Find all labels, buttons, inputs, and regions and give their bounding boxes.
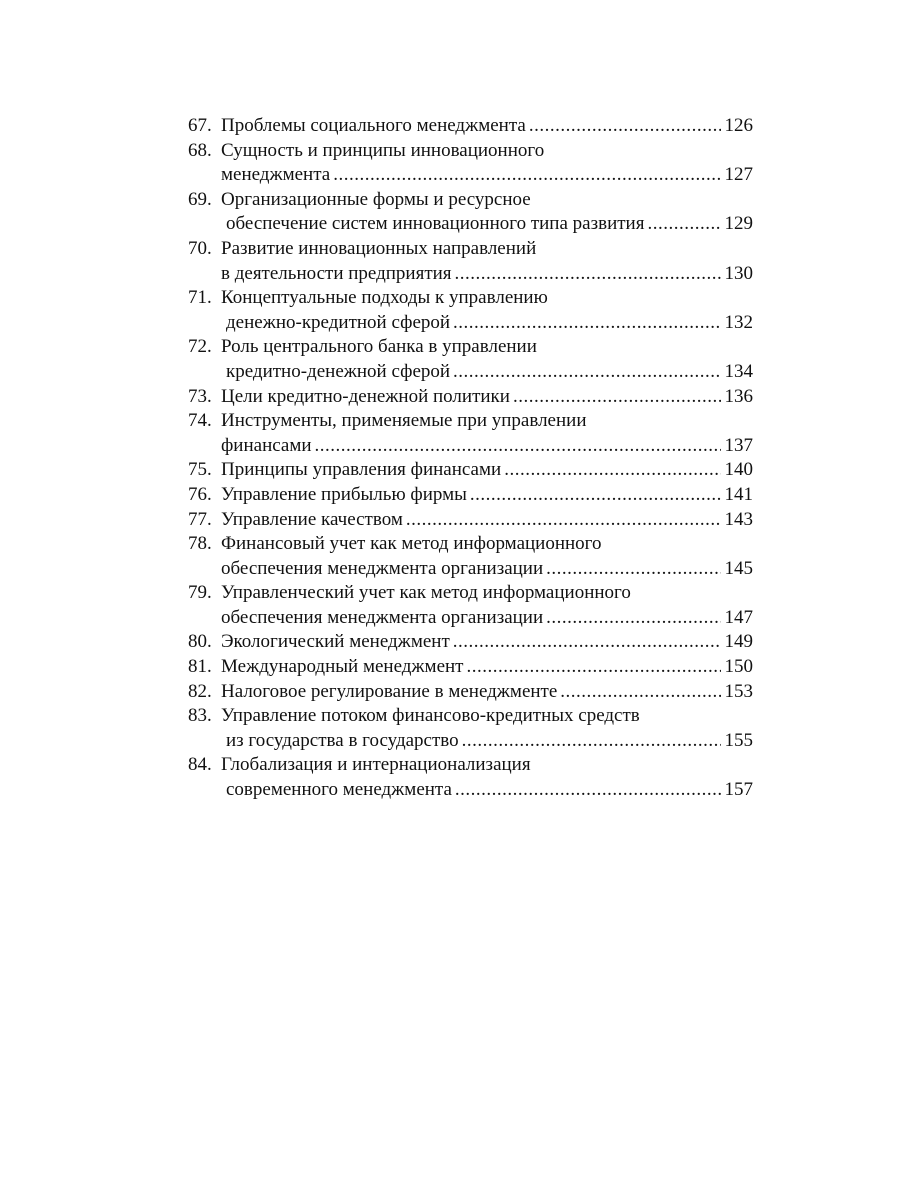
toc-entry[interactable]: [188, 286, 753, 335]
dot-leader: [406, 508, 721, 533]
toc-page-number: 157: [724, 779, 753, 801]
toc-entry-number: 71.: [188, 287, 212, 309]
toc-line: [188, 704, 753, 729]
toc-line: [188, 557, 753, 582]
toc-line: [188, 311, 753, 336]
toc-page-number: 143: [724, 508, 753, 530]
toc-line: [188, 237, 753, 262]
toc-entry-title: Сущность и принципы инновационного: [221, 139, 545, 161]
toc-entry[interactable]: [188, 704, 753, 753]
toc-page-number: 150: [724, 656, 753, 678]
toc-entry-title: Управленческий учет как метод информационного: [221, 582, 631, 604]
toc-line: [188, 385, 753, 410]
table-of-contents: [188, 114, 753, 803]
toc-entry[interactable]: [188, 139, 753, 188]
toc-page-number: 140: [724, 459, 753, 481]
toc-line: [188, 188, 753, 213]
toc-entry-number: 68.: [188, 139, 212, 161]
toc-entry-title: менеджмента: [221, 164, 331, 186]
dot-leader: [455, 262, 721, 287]
toc-entry-title: обеспечение систем инновационного типа развития: [226, 213, 645, 235]
toc-line: [188, 335, 753, 360]
toc-entry[interactable]: [188, 753, 753, 802]
toc-entry-number: 78.: [188, 533, 212, 555]
toc-entry-title: кредитно-денежной сферой: [226, 360, 451, 382]
toc-page-number: 130: [724, 262, 753, 284]
toc-page-number: 132: [724, 311, 753, 333]
toc-line: [188, 139, 753, 164]
toc-entry[interactable]: [188, 385, 753, 410]
toc-entry-title: Цели кредитно-денежной политики: [221, 385, 510, 407]
dot-leader: [453, 630, 721, 655]
toc-entry[interactable]: [188, 508, 753, 533]
toc-entry-title: Проблемы социального менеджмента: [221, 115, 526, 136]
dot-leader: [462, 729, 721, 754]
toc-line: [188, 606, 753, 631]
toc-page-number: 134: [724, 360, 753, 382]
toc-entry-title: Роль центрального банка в управлении: [221, 336, 537, 358]
toc-line: [188, 581, 753, 606]
toc-entry[interactable]: [188, 655, 753, 680]
dot-leader: [453, 360, 720, 385]
dot-leader: [513, 385, 721, 410]
toc-line: [188, 212, 753, 237]
toc-entry[interactable]: [188, 458, 753, 483]
toc-entry[interactable]: [188, 532, 753, 581]
toc-entry[interactable]: [188, 483, 753, 508]
toc-entry-number: 79.: [188, 582, 212, 604]
toc-entry-title: денежно-кредитной сферой: [226, 311, 451, 333]
toc-line: [188, 532, 753, 557]
toc-page-number: 145: [724, 557, 753, 579]
toc-page-number: 153: [724, 680, 753, 702]
toc-entry-title: Управление качеством: [221, 508, 403, 530]
dot-leader: [546, 557, 720, 582]
toc-line: [188, 434, 753, 459]
toc-page-number: 149: [724, 631, 753, 653]
toc-entry-title: современного менеджмента: [226, 779, 452, 801]
toc-page-number: 136: [724, 385, 753, 407]
toc-entry-title: Принципы управления финансами: [221, 459, 502, 481]
toc-line: [188, 630, 753, 655]
toc-entry-title: Управление потоком финансово-кредитных средств: [221, 705, 640, 727]
toc-entry-title: из государства в государство: [226, 729, 459, 751]
toc-entry-title: Организационные формы и ресурсное: [221, 188, 531, 210]
toc-entry-number: 77.: [188, 508, 212, 530]
dot-leader: [315, 434, 721, 459]
toc-line: [188, 114, 753, 139]
toc-entry-number: 67.: [188, 115, 212, 136]
toc-entry[interactable]: [188, 114, 753, 139]
dot-leader: [453, 311, 720, 336]
dot-leader: [529, 114, 721, 139]
toc-entry[interactable]: [188, 335, 753, 384]
toc-entry-title: Управление прибылью фирмы: [221, 483, 467, 505]
toc-page-number: 137: [724, 434, 753, 456]
dot-leader: [560, 680, 720, 705]
toc-line: [188, 286, 753, 311]
toc-line: [188, 753, 753, 778]
toc-entry-title: Инструменты, применяемые при управлении: [221, 410, 587, 432]
toc-entry-number: 83.: [188, 705, 212, 727]
toc-entry[interactable]: [188, 409, 753, 458]
toc-page-number: 126: [724, 115, 753, 136]
toc-entry-title: Развитие инновационных направлений: [221, 237, 537, 259]
toc-line: [188, 458, 753, 483]
dot-leader: [466, 655, 720, 680]
toc-entry-title: финансами: [221, 434, 312, 456]
toc-line: [188, 729, 753, 754]
toc-entry-title: Концептуальные подходы к управлению: [221, 287, 548, 309]
toc-page-number: 147: [724, 606, 753, 628]
dot-leader: [546, 606, 720, 631]
toc-entry-number: 80.: [188, 631, 212, 653]
toc-entry-number: 74.: [188, 410, 212, 432]
toc-entry[interactable]: [188, 680, 753, 705]
toc-entry-title: обеспечения менеджмента организации: [221, 557, 544, 579]
toc-page-number: 127: [724, 164, 753, 186]
toc-entry-title: обеспечения менеджмента организации: [221, 606, 544, 628]
toc-entry-number: 69.: [188, 188, 212, 210]
toc-line: [188, 655, 753, 680]
toc-entry[interactable]: [188, 237, 753, 286]
toc-page-number: 155: [724, 729, 753, 751]
dot-leader: [647, 212, 720, 237]
toc-entry-number: 81.: [188, 656, 212, 678]
toc-line: [188, 163, 753, 188]
toc-entry-number: 82.: [188, 680, 212, 702]
toc-entry-title: Финансовый учет как метод информационного: [221, 533, 602, 555]
toc-page-number: 141: [724, 483, 753, 505]
toc-line: [188, 778, 753, 803]
toc-entry-title: в деятельности предприятия: [221, 262, 452, 284]
toc-entry[interactable]: [188, 581, 753, 630]
dot-leader: [504, 458, 720, 483]
toc-entry[interactable]: [188, 188, 753, 237]
toc-entry-title: Глобализация и интернационализация: [221, 754, 531, 776]
toc-entry-title: Налоговое регулирование в менеджменте: [221, 680, 558, 702]
dot-leader: [455, 778, 721, 803]
toc-entry-title: Экологический менеджмент: [221, 631, 450, 653]
toc-entry-number: 84.: [188, 754, 212, 776]
dot-leader: [470, 483, 721, 508]
toc-line: [188, 680, 753, 705]
toc-entry-title: Международный менеджмент: [221, 656, 464, 678]
toc-line: [188, 360, 753, 385]
dot-leader: [333, 163, 720, 188]
toc-line: [188, 262, 753, 287]
toc-entry-number: 70.: [188, 237, 212, 259]
toc-page-number: 129: [724, 213, 753, 235]
toc-line: [188, 508, 753, 533]
toc-entry-number: 72.: [188, 336, 212, 358]
toc-entry[interactable]: [188, 630, 753, 655]
toc-line: [188, 483, 753, 508]
toc-entry-number: 73.: [188, 385, 212, 407]
toc-line: [188, 409, 753, 434]
toc-entry-number: 75.: [188, 459, 212, 481]
toc-entry-number: 76.: [188, 483, 212, 505]
